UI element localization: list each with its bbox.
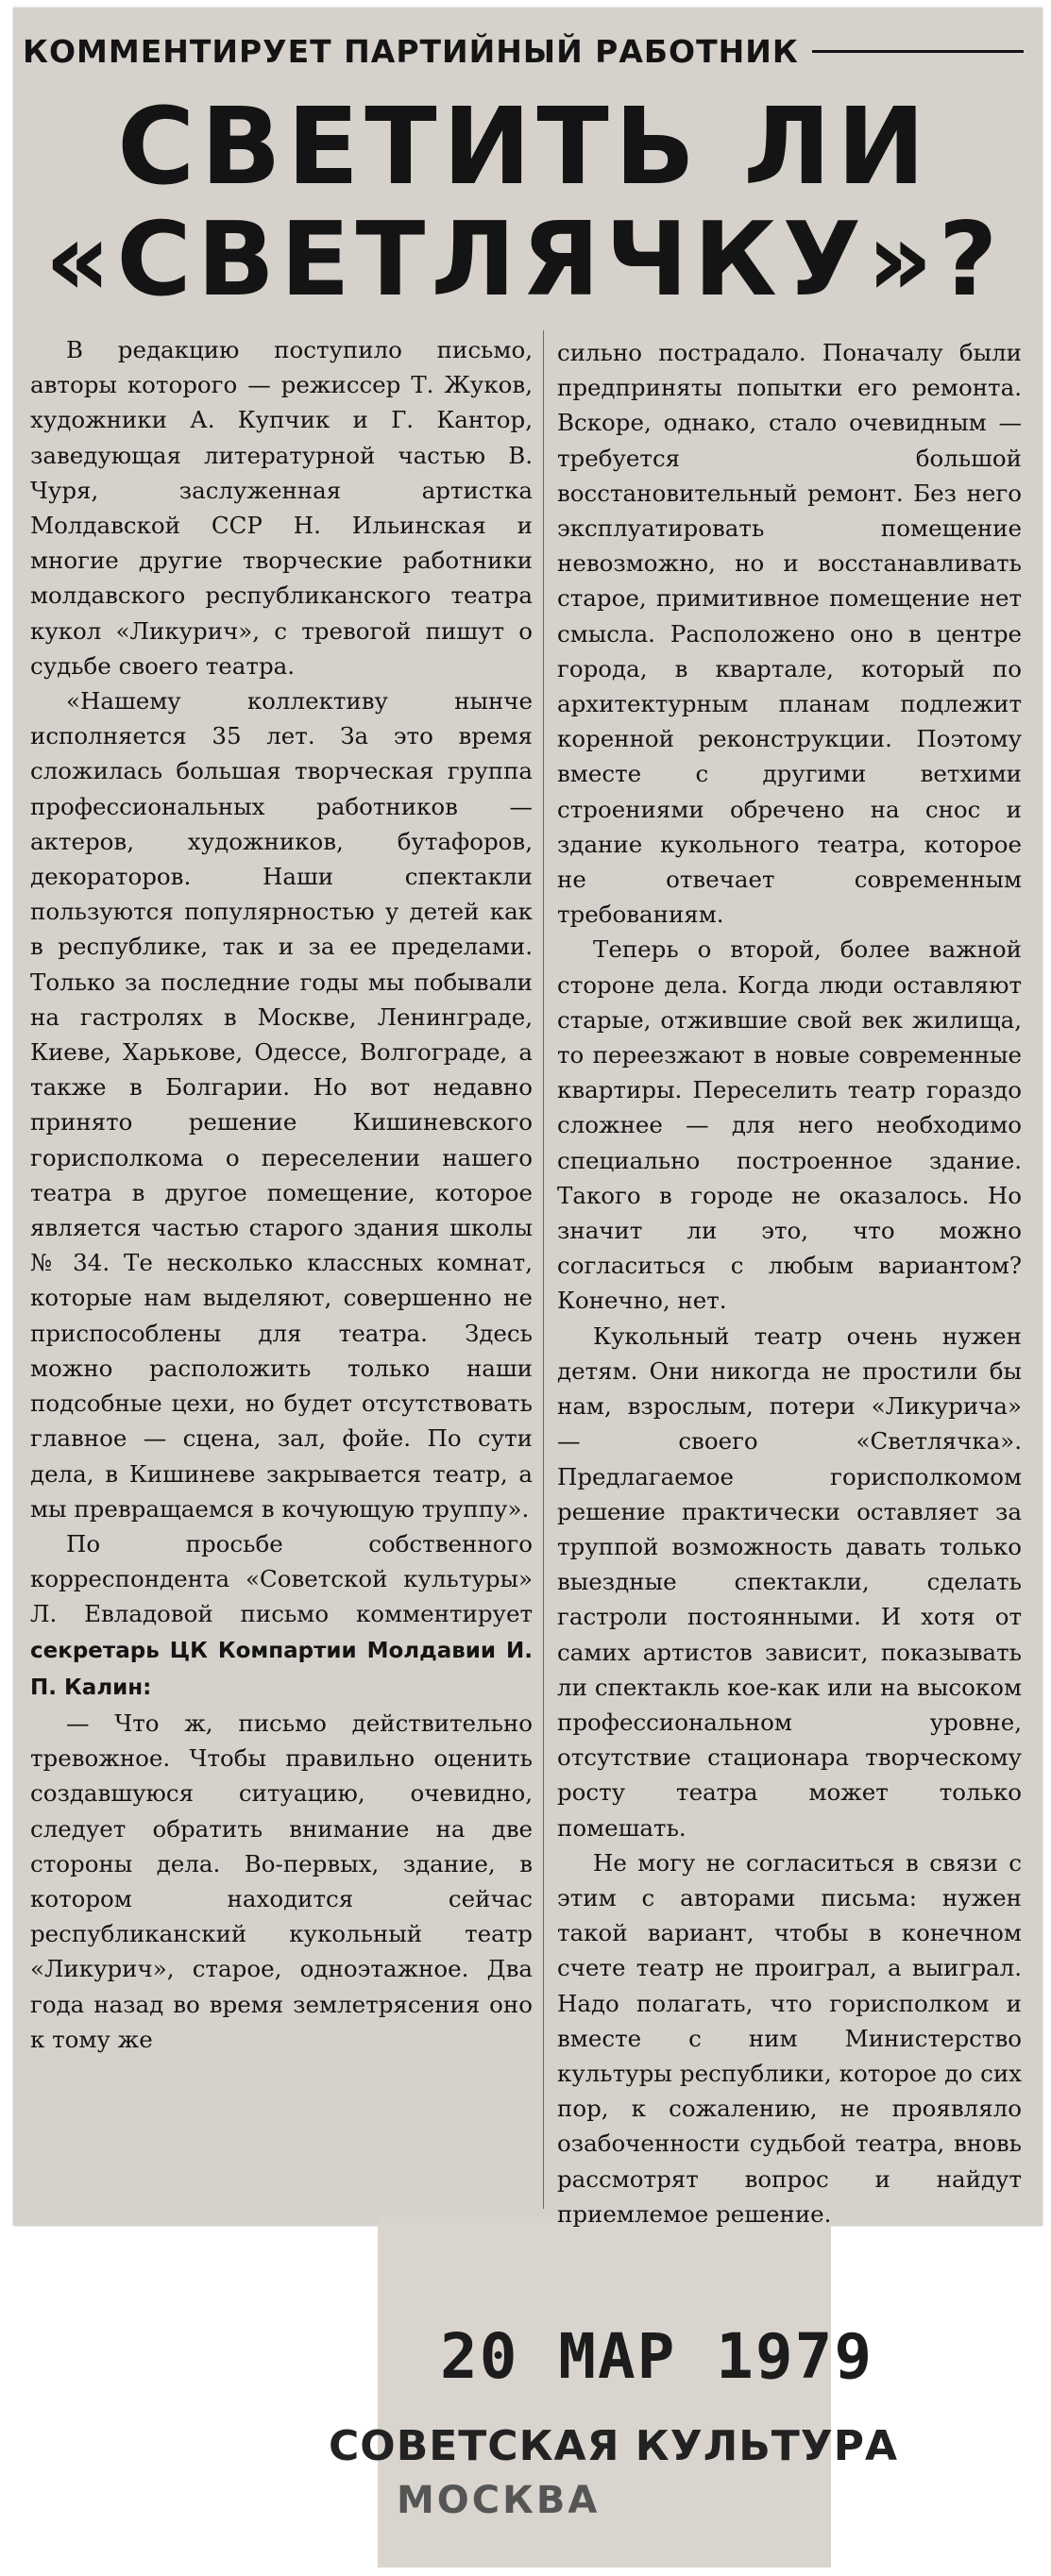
- paragraph-text: По просьбе собственного корреспондента «Советской культуры» Л. Евладовой письмо комментирует: [30, 1529, 533, 1628]
- newspaper-stamp: СОВЕТСКАЯ КУЛЬТУРА: [329, 2422, 899, 2470]
- paragraph: сильно пострадало. Поначалу были предприняты попытки его ремонта. Вскоре, однако, стало очевидным — требуется большой восстановительный ремонт. Без него эксплуатировать помещение невозможно, но и восстанавливать старое, примитивное помещение нет смысла. Расположено оно в центре города, в квартале, который по архитектурным планам подлежит коренной реконструкции. Поэтому вместе с другими ветхими строениями обречено на снос и здание кукольного театра, которое не отвечает современным требованиям.: [557, 339, 1022, 929]
- headline-line-2: «СВЕТЛЯЧКУ»?: [44, 201, 1004, 319]
- headline: [28, 86, 1020, 319]
- commentator-name: секретарь ЦК Компартии Молдавии И. П. Калин:: [30, 1638, 533, 1700]
- paragraph: «Нашему коллективу нынче исполняется 35 лет. За это время сложилась большая творческая группа профессиональных работников — актеров, художников, бутафоров, декораторов. Наши спектакли пользуются популярностью у детей как в республике, так и за ее пределами. Только за последние годы мы побывали на гастролях в Москве, Ленинграде, Киеве, Харькове, Одессе, Волгограде, а также в Болгарии. Но вот недавно принято решение Кишиневского горисполкома о переселении нашего театра в другое помещение, которое является частью старого здания школы № 34. Те несколько классных комнат, которые нам выделяют, совершенно не приспособлены для театра. Здесь можно расположить только наши подсобные цехи, но будет отсутствовать главное — сцена, зал, фойе. По сути дела, в Кишиневе закрывается театр, а мы превращаемся в кочующую труппу».: [30, 687, 533, 1523]
- paragraph: [30, 1526, 533, 1706]
- date-stamp: 20 МАР 1979: [440, 2320, 874, 2393]
- paragraph: Теперь о второй, более важной стороне дела. Когда люди оставляют старые, отжившие свой век жилища, то переезжают в новые современные квартиры. Переселить театр гораздо сложнее — для него необходимо специально построенное здание. Такого в городе не оказалось. Но значит ли это, что можно согласиться с любым вариантом? Конечно, нет.: [557, 935, 1022, 1315]
- article-column-2: [557, 335, 1022, 2231]
- paragraph: — Что ж, письмо действительно тревожное. Чтобы правильно оценить создавшуюся ситуацию, очевидно, следует обратить внимание на две стороны дела. Во-первых, здание, в котором находится сейчас республиканский кукольный театр «Ликурич», старое, одноэтажное. Два года назад во время землетрясения оно к тому же: [30, 1709, 533, 2053]
- column-divider: [543, 330, 544, 2209]
- article-column-1: [30, 332, 533, 2057]
- rubric-text: КОММЕНТИРУЕТ ПАРТИЙНЫЙ РАБОТНИК: [23, 32, 799, 70]
- rubric-rule: [812, 50, 1024, 53]
- headline-line-1: СВЕТИТЬ ЛИ: [117, 86, 931, 209]
- rubric: [23, 28, 1024, 74]
- paragraph: Кукольный театр очень нужен детям. Они никогда не простили бы нам, взрослым, потери «Ликурича» — своего «Светлячка». Предлагаемое горисполкомом решение практически оставляет за труппой возможность давать только выездные спектакли, сделать гастроли постоянными. И хотя от самих артистов зависит, показывать ли спектакль кое-как или на высоком профессиональном уровне, отсутствие стационара творческому росту театра может только помешать.: [557, 1322, 1022, 1842]
- city-stamp: МОСКВА: [397, 2479, 601, 2522]
- paragraph: В редакцию поступило письмо, авторы которого — режиссер Т. Жуков, художники А. Купчик и Г. Кантор, заведующая литературной частью В. Чуря, заслуженная артистка Молдавской ССР Н. Ильинская и многие другие творческие работники молдавского республиканского театра кукол «Ликурич», с тревогой пишут о судьбе своего театра.: [30, 336, 533, 680]
- paragraph: Не могу не согласиться в связи с этим с авторами письма: нужен такой вариант, чтобы в конечном счете театр не проиграл, а выиграл. Надо полагать, что горисполком и вместе с ним Министерство культуры республики, которое до сих пор, к сожалению, не проявляло озабоченности судьбой театра, вновь рассмотрят вопрос и найдут приемлемое решение.: [557, 1848, 1022, 2228]
